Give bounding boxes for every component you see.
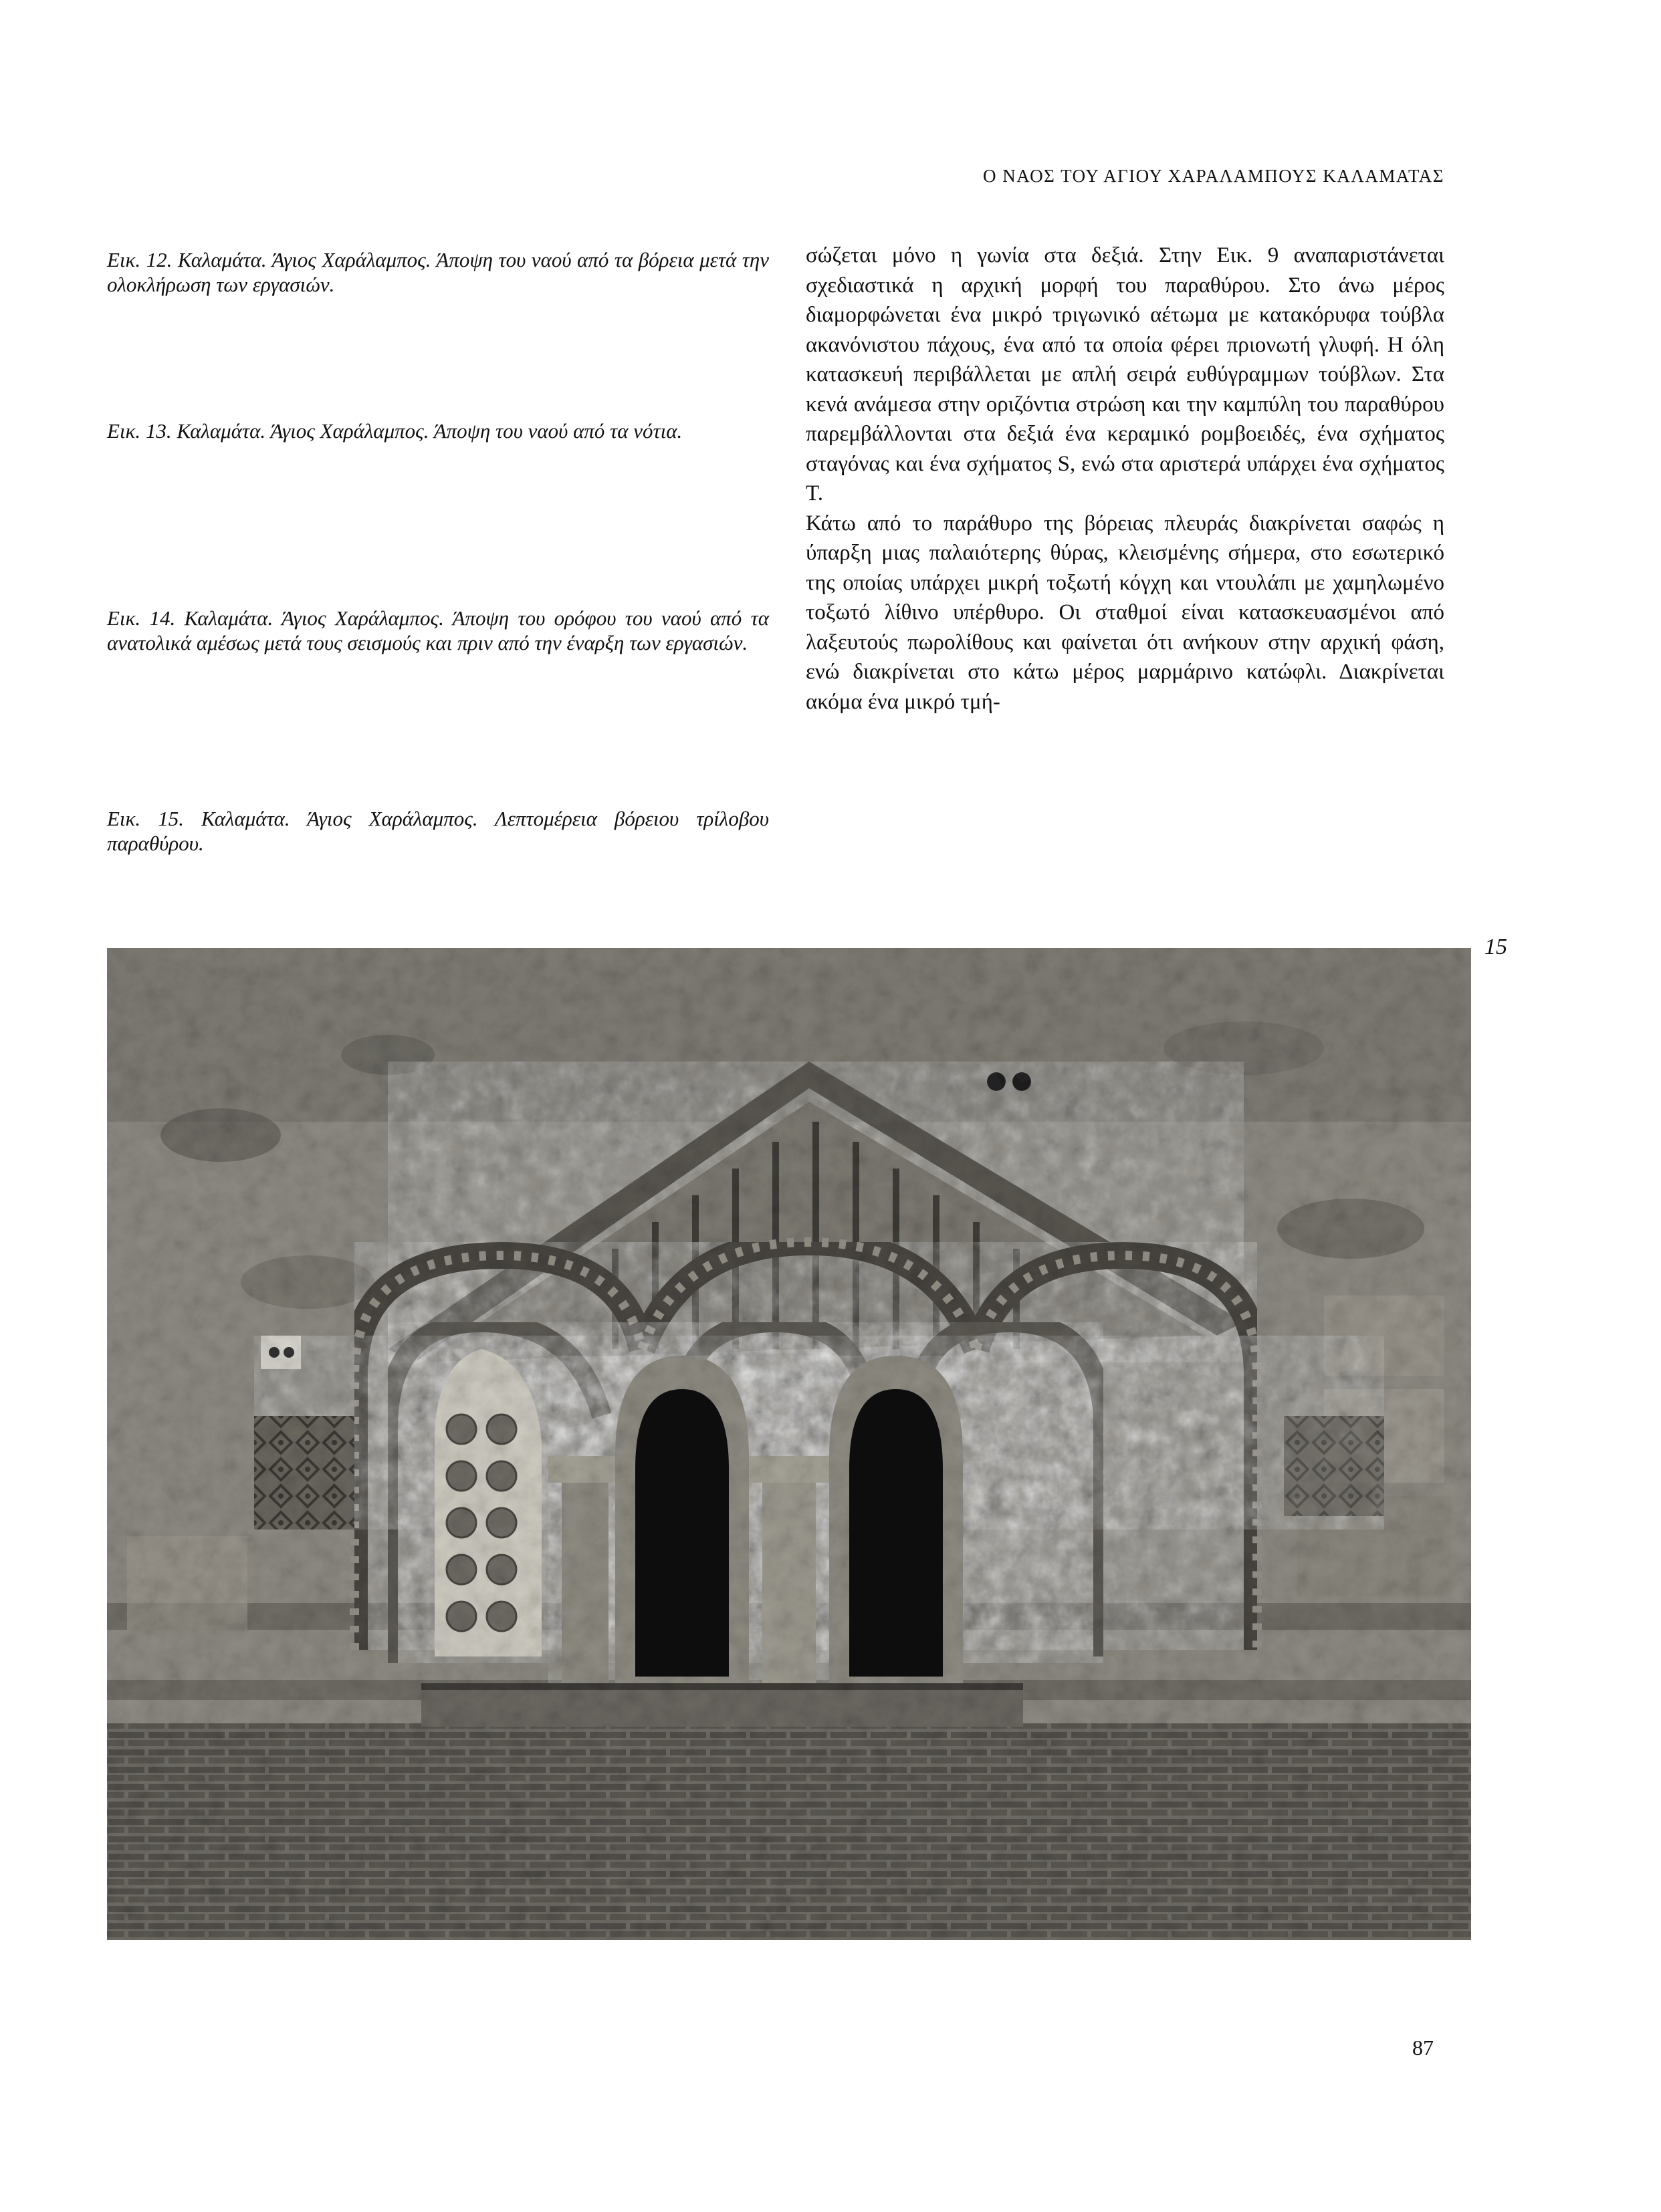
window-photo bbox=[107, 948, 1471, 1940]
body-paragraph: Κάτω από το παράθυρο της βόρειας πλευράς διακρίνεται σαφώς η ύπαρξη μιας παλαιότερης θύρας, κλεισμένης σήμερα, στο εσωτερικό της οποίας υπάρχει μικρή τοξωτή κόγχη και ντουλάπι με χαμηλωμένο τοξωτό λίθινο υπέρθυρο. Οι σταθμοί είναι κατασκευασμένοι από λαξευτούς πωρολίθους και φαίνεται ότι ανήκουν στην αρχική φάση, ενώ διακρίνεται στο κάτω μέρος μαρμάρινο κατώφλι. Διακρίνεται ακόμα ένα μικρό τμή- bbox=[806, 511, 1444, 714]
body-text-column bbox=[806, 241, 1444, 717]
caption-fig-15: Εικ. 15. Καλαμάτα. Άγιος Χαράλαμπος. Λεπτομέρεια βόρειου τρίλοβου παραθύρου. bbox=[107, 807, 769, 855]
figure-number: 15 bbox=[1484, 935, 1507, 959]
body-paragraph: σώζεται μόνο η γωνία στα δεξιά. Στην Εικ. 9 αναπαριστάνεται σχεδιαστικά η αρχική μορφή του παραθύρου. Στο άνω μέρος διαμορφώνεται ένα μικρό τριγωνικό αέτωμα με κατακόρυφα τούβλα ακανόνιστου πάχους, ένα από τα οποία φέρει πριονωτή γλυφή. Η όλη κατασκευή περιβάλλεται με απλή σειρά ευθύγραμμων τούβλων. Στα κενά ανάμεσα στην οριζόντια στρώση και την καμπύλη του παραθύρου παρεμβάλλονται στα δεξιά ένα κεραμικό ρομβοειδές, ένα σχήματος σταγόνας και ένα σχήματος S, ενώ στα αριστερά υπάρχει ένα σχήματος Τ. bbox=[806, 243, 1444, 505]
page-number: 87 bbox=[1412, 2036, 1434, 2060]
caption-fig-12: Εικ. 12. Καλαμάτα. Άγιος Χαράλαμπος. Άποψη του ναού από τα βόρεια μετά την ολοκλήρωση των εργασιών. bbox=[107, 248, 769, 296]
running-head: Ο ΝΑΟΣ ΤΟΥ ΑΓΙΟΥ ΧΑΡΑΛΑΜΠΟΥΣ ΚΑΛΑΜΑΤΑΣ bbox=[983, 166, 1444, 186]
caption-fig-14: Εικ. 14. Καλαμάτα. Άγιος Χαράλαμπος. Άποψη του ορόφου του ναού από τα ανατολικά αμέσως μετά τους σεισμούς και πριν από την έναρξη των εργασιών. bbox=[107, 606, 769, 654]
caption-fig-13: Εικ. 13. Καλαμάτα. Άγιος Χαράλαμπος. Άποψη του ναού από τα νότια. bbox=[107, 419, 683, 443]
